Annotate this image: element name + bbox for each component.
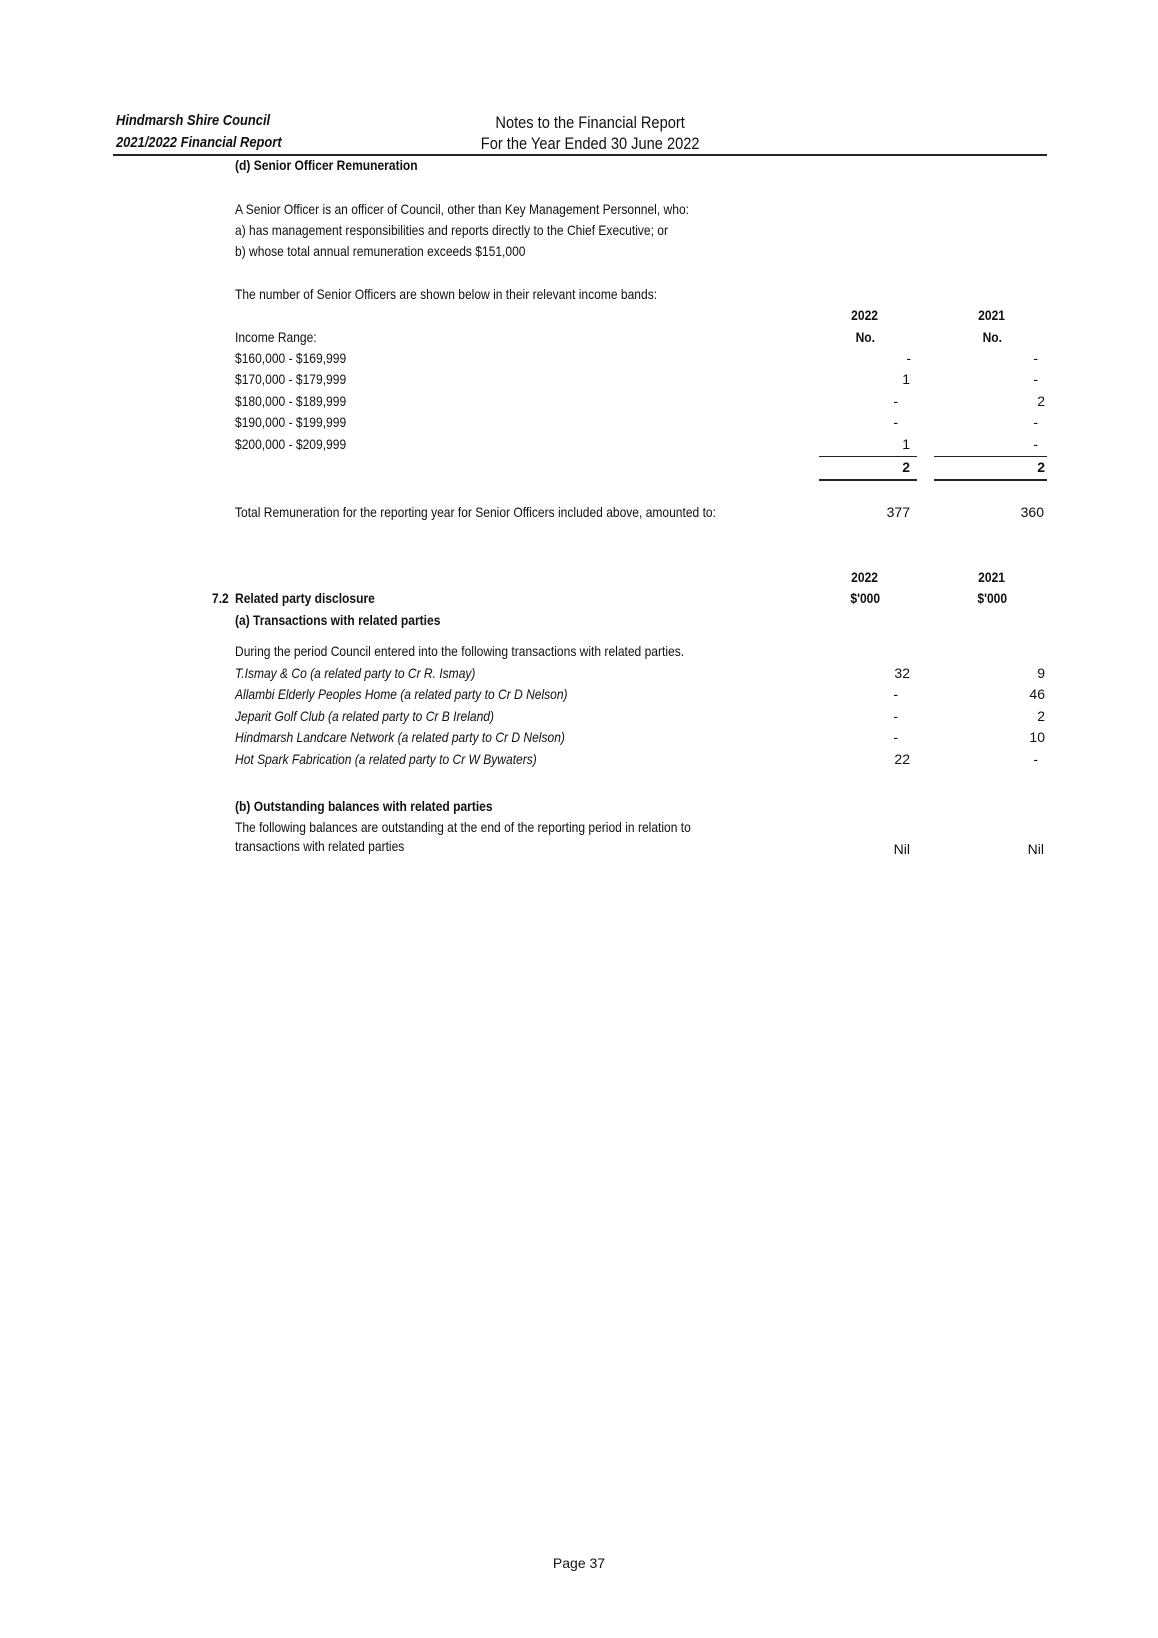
council-name: Hindmarsh Shire Council — [116, 112, 271, 129]
transaction-2021: 10 — [1029, 729, 1045, 745]
report-name: 2021/2022 Financial Report — [116, 134, 282, 151]
rp-col-2021-unit: $'000 — [977, 590, 1007, 606]
table-row: $190,000 - $199,999 — [235, 414, 347, 430]
transaction-row: Hot Spark Fabrication (a related party to Cr W Bywaters) — [235, 751, 537, 767]
subtotal-rule-2021 — [934, 456, 1047, 457]
outstanding-2022: Nil — [893, 841, 910, 857]
table-cell-2022: 1 — [902, 436, 910, 452]
transaction-2021: 46 — [1029, 686, 1045, 702]
total-rule-2021 — [934, 479, 1047, 481]
rp-col-2022-heading: 2022 — [851, 569, 879, 585]
transaction-2021: - — [1033, 751, 1038, 767]
table-cell-2021: - — [1033, 371, 1038, 387]
table-row: $180,000 - $189,999 — [235, 393, 347, 409]
total-2022: 2 — [902, 459, 910, 475]
transaction-row: Hindmarsh Landcare Network (a related party to Cr D Nelson) — [235, 729, 565, 745]
table-cell-2021: 2 — [1037, 393, 1045, 409]
total-remuneration-label: Total Remuneration for the reporting year for Senior Officers included above, amounted to: — [235, 504, 716, 520]
criteria-a: a) has management responsibilities and reports directly to the Chief Executive; or — [235, 222, 668, 238]
outstanding-2021: Nil — [1027, 841, 1044, 857]
transaction-row: Allambi Elderly Peoples Home (a related party to Cr D Nelson) — [235, 686, 568, 702]
transactions-heading: (a) Transactions with related parties — [235, 612, 441, 628]
table-row: $200,000 - $209,999 — [235, 436, 347, 452]
total-2021: 2 — [1037, 459, 1045, 475]
outstanding-text-line1: The following balances are outstanding at the end of the reporting period in relation to — [235, 819, 691, 835]
senior-officer-intro: A Senior Officer is an officer of Council, other than Key Management Personnel, who: — [235, 201, 689, 217]
outstanding-heading: (b) Outstanding balances with related parties — [235, 798, 493, 814]
table-row: $160,000 - $169,999 — [235, 350, 347, 366]
transaction-2022: - — [893, 686, 898, 702]
transaction-row: Jeparit Golf Club (a related party to Cr B Ireland) — [235, 708, 494, 724]
transaction-2022: - — [893, 708, 898, 724]
table-cell-2022: - — [893, 414, 898, 430]
criteria-b: b) whose total annual remuneration exceeds $151,000 — [235, 243, 526, 259]
table-cell-2021: - — [1033, 436, 1038, 452]
table-cell-2022: - — [893, 393, 898, 409]
income-range-label: Income Range: — [235, 329, 317, 345]
table-row: $170,000 - $179,999 — [235, 371, 347, 387]
page-number: Page 37 — [552, 1555, 606, 1571]
table-cell-2021: - — [1033, 414, 1038, 430]
related-party-heading: Related party disclosure — [235, 590, 375, 606]
page-title: Notes to the Financial Report — [495, 113, 685, 132]
col-2022-unit: No. — [855, 329, 875, 345]
transaction-2022: - — [893, 729, 898, 745]
subtotal-rule-2022 — [819, 456, 917, 457]
col-2022-heading: 2022 — [851, 307, 879, 323]
header-rule — [113, 154, 1047, 156]
rp-col-2021-heading: 2021 — [978, 569, 1006, 585]
total-remuneration-2021: 360 — [1020, 504, 1044, 520]
transaction-2022: 32 — [894, 665, 910, 681]
col-2021-heading: 2021 — [978, 307, 1006, 323]
transaction-2021: 9 — [1037, 665, 1045, 681]
total-rule-2022 — [819, 479, 917, 481]
table-cell-2022: - — [906, 350, 911, 366]
section-number: 7.2 — [212, 590, 229, 606]
bands-intro: The number of Senior Officers are shown below in their relevant income bands: — [235, 286, 658, 302]
transaction-row: T.Ismay & Co (a related party to Cr R. Ismay) — [235, 665, 476, 681]
total-remuneration-2022: 377 — [886, 504, 910, 520]
transaction-2021: 2 — [1037, 708, 1045, 724]
col-2021-unit: No. — [982, 329, 1002, 345]
table-cell-2022: 1 — [902, 371, 910, 387]
transaction-2022: 22 — [894, 751, 910, 767]
outstanding-text-line2: transactions with related parties — [235, 838, 405, 854]
table-cell-2021: - — [1033, 350, 1038, 366]
transactions-intro: During the period Council entered into the following transactions with related parties. — [235, 643, 685, 659]
rp-col-2022-unit: $'000 — [850, 590, 880, 606]
senior-officer-heading: (d) Senior Officer Remuneration — [235, 157, 418, 173]
page-subtitle: For the Year Ended 30 June 2022 — [480, 134, 700, 153]
